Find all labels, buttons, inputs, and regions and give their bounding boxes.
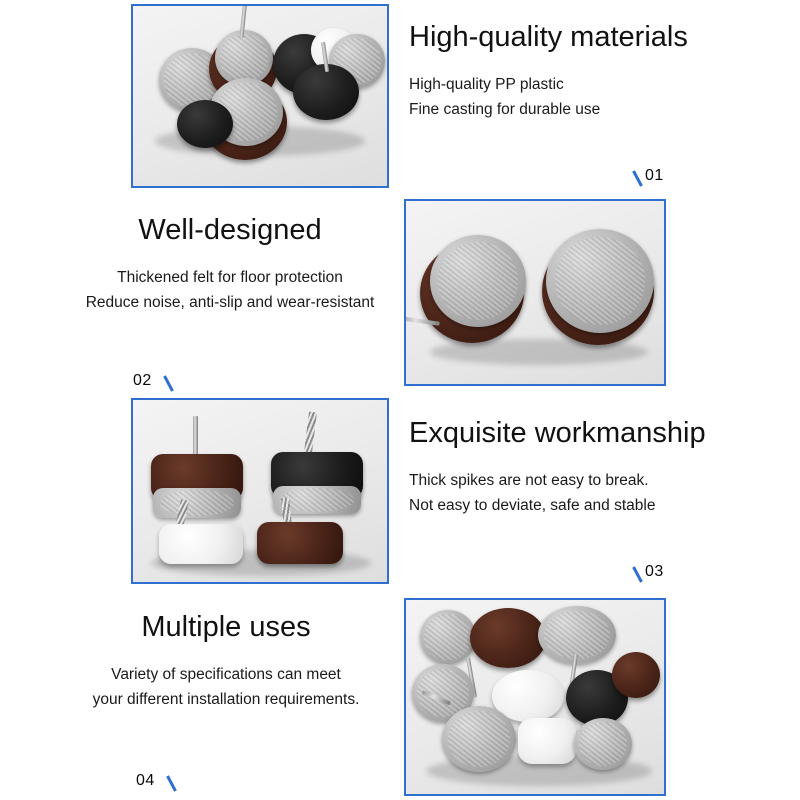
feature-text-01	[409, 22, 789, 123]
pad-body-black	[177, 100, 233, 148]
felt-pad	[442, 706, 516, 772]
feature-line: your different installation requirements.	[92, 691, 360, 709]
photo-scene-04	[406, 600, 664, 794]
index-slash-02	[163, 375, 174, 391]
feature-line: Variety of specifications can meet	[111, 665, 341, 683]
photo-scene-03	[133, 400, 387, 582]
felt-pad	[430, 235, 526, 327]
photo-scene-02	[406, 201, 664, 384]
index-slash-01	[632, 170, 643, 186]
pad-body-black	[293, 64, 359, 120]
felt-pad	[574, 718, 632, 770]
feature-text-03	[409, 418, 789, 519]
pad-body-brown	[612, 652, 660, 698]
feature-text-04	[52, 612, 400, 713]
feature-index-02: 02	[133, 372, 152, 389]
index-slash-04	[166, 775, 177, 791]
index-slash-03	[632, 566, 643, 582]
feature-line: Thickened felt for floor protection	[117, 268, 343, 286]
pad-body-brown	[257, 522, 343, 564]
feature-image-01	[131, 4, 389, 188]
feature-line: Fine casting for durable use	[409, 101, 601, 119]
feature-heading: Well-designed	[138, 214, 322, 246]
pad-body-brown	[470, 608, 546, 668]
feature-line: Reduce noise, anti-slip and wear-resistant	[85, 294, 375, 312]
feature-image-02	[404, 199, 666, 386]
feature-heading: High-quality materials	[409, 21, 688, 53]
feature-line: High-quality PP plastic	[409, 75, 564, 93]
feature-image-04	[404, 598, 666, 796]
photo-scene-01	[133, 6, 387, 186]
pad-body-white	[518, 718, 576, 764]
feature-text-02	[60, 215, 400, 316]
felt-pad	[546, 229, 654, 333]
feature-index-03: 03	[645, 563, 664, 580]
feature-index-04: 04	[136, 772, 155, 789]
feature-line: Thick spikes are not easy to break.	[409, 471, 649, 489]
felt-pad	[420, 610, 476, 664]
felt-pad	[153, 488, 241, 518]
feature-heading: Multiple uses	[141, 611, 311, 643]
pad-body-white	[159, 524, 243, 564]
feature-heading: Exquisite workmanship	[409, 417, 706, 449]
feature-index-01: 01	[645, 167, 664, 184]
feature-image-03	[131, 398, 389, 584]
feature-line: Not easy to deviate, safe and stable	[409, 497, 656, 515]
